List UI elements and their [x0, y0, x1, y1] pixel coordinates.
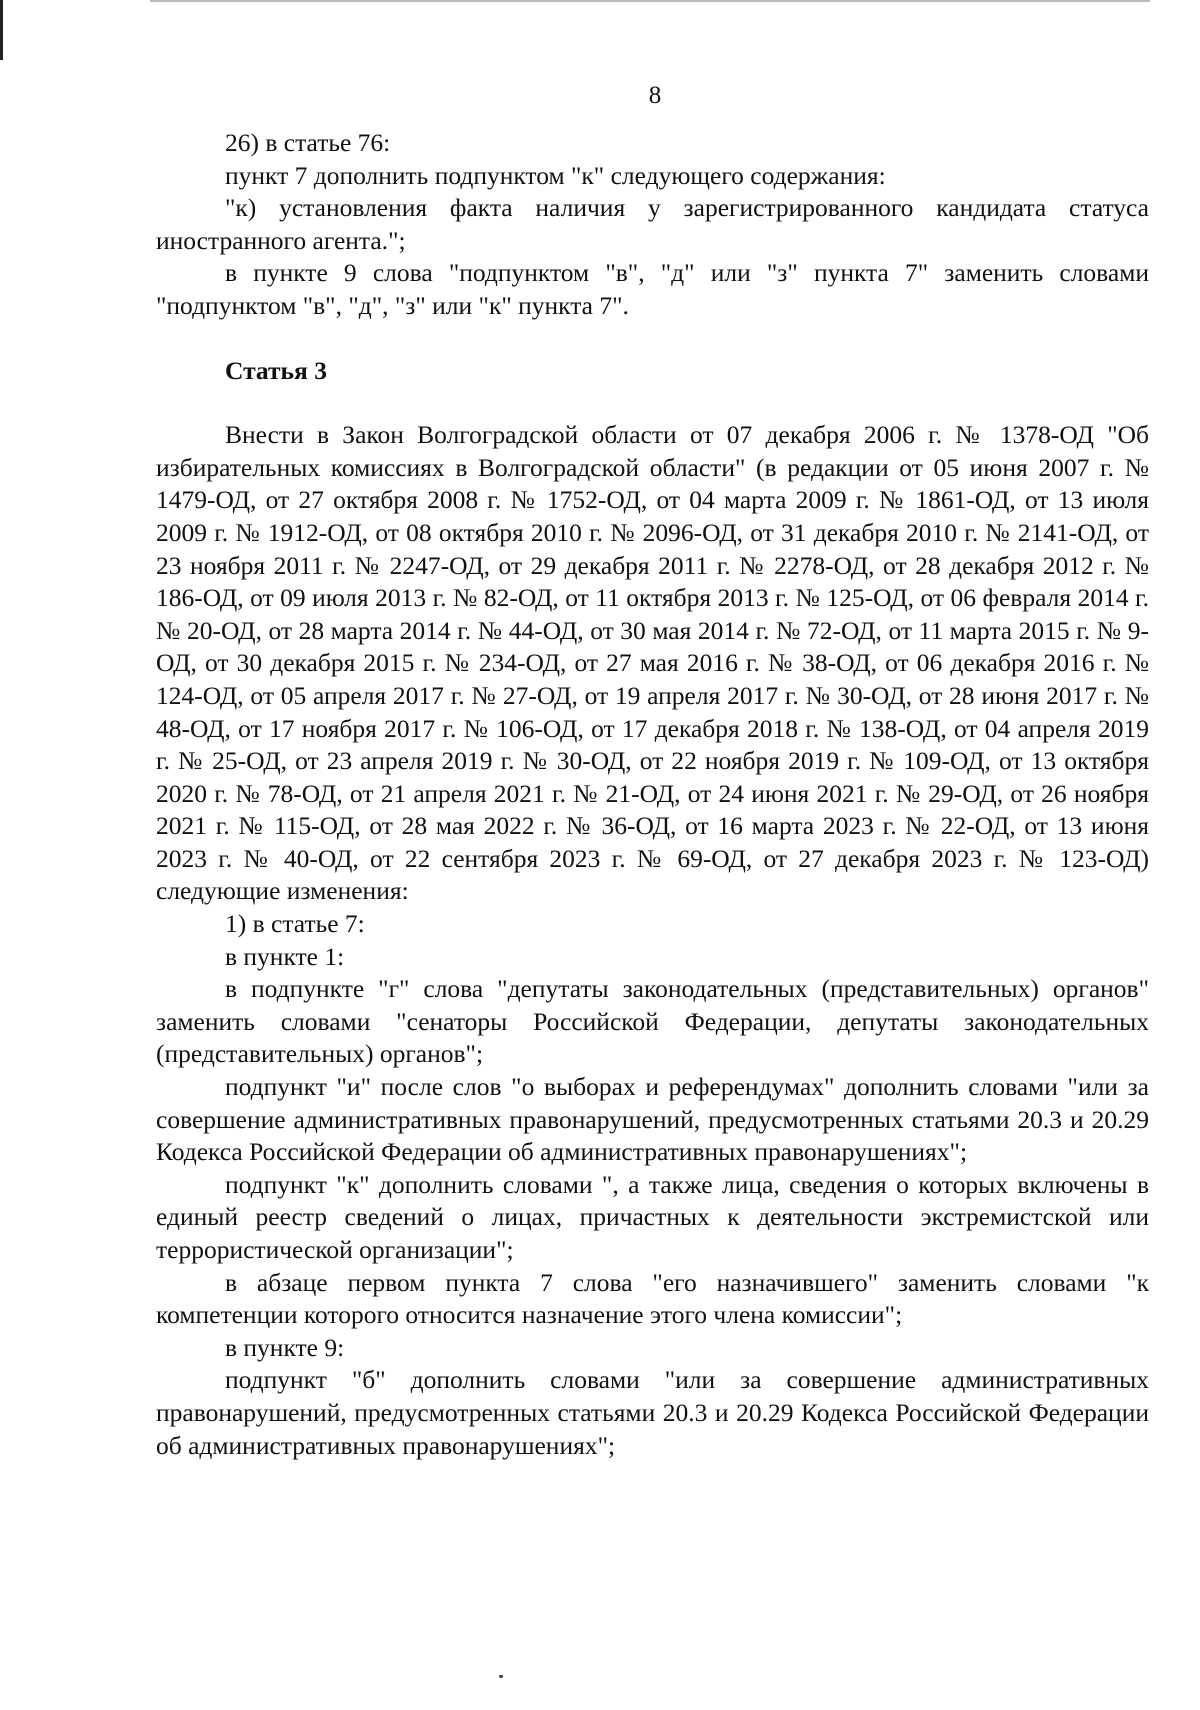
paragraph: Внести в Закон Волгоградской области от 07 декабря 2006 г. № 1378-ОД "Об избирательных комиссиях в Волгоградской области" (в редакции от 05 июня 2007 г. № 1479-ОД, от 27 октября 2008 г. № 1752-ОД, от 04 марта 2009 г. № 1861-ОД, от 13 июля 2009 г. № 1912-ОД, от 08 октября 2010 г. № 2096-ОД, от 31 декабря 2010 г. № 2141-ОД, от 23 ноября 2011 г. № 2247-ОД, от 29 декабря 2011 г. № 2278-ОД, от 28 декабря 2012 г. № 186-ОД, от 09 июля 2013 г. № 82-ОД, от 11 октября 2013 г. № 125-ОД, от 06 февраля 2014 г. № 20-ОД, от 28 марта 2014 г. № 44-ОД, от 30 мая 2014 г. № 72-ОД, от 11 марта 2015 г. № 9-ОД, от 30 декабря 2015 г. № 234-ОД, от 27 мая 2016 г. № 38-ОД, от 06 декабря 2016 г. № 124-ОД, от 05 апреля 2017 г. № 27-ОД, от 19 апреля 2017 г. № 30-ОД, от 28 июня 2017 г. № 48-ОД, от 17 ноября 2017 г. № 106-ОД, от 17 декабря 2018 г. № 138-ОД, от 04 апреля 2019 г. № 25-ОД, от 23 апреля 2019 г. № 30-ОД, от 22 ноября 2019 г. № 109-ОД, от 13 октября 2020 г. № 78-ОД, от 21 апреля 2021 г. № 21-ОД, от 24 июня 2021 г. № 29-ОД, от 26 ноября 2021 г. № 115-ОД, от 28 мая 2022 г. № 36-ОД, от 16 марта 2023 г. № 22-ОД, от 13 июня 2023 г. № 40-ОД, от 22 сентября 2023 г. № 69-ОД, от 27 декабря 2023 г. № 123-ОД) следующие изменения:: [156, 420, 1149, 906]
article-heading: Статья 3: [225, 355, 327, 385]
paragraph: в пункте 9 слова "подпунктом "в", "д" или "з" пункта 7" заменить словами "подпунктом "в", "д", "з" или "к" пункта 7".: [156, 258, 1149, 320]
document-body: [156, 127, 1149, 1462]
page-number: 8: [648, 82, 662, 109]
paragraph: 26) в статье 76:: [225, 128, 391, 157]
paragraph: в пункте 9:: [225, 1332, 345, 1362]
scan-speck: [499, 1675, 503, 1678]
paragraph: подпункт "к" дополнить словами ", а также лица, сведения о которых включены в единый реестр сведений о лицах, причастных к деятельности экстремистской или террористической организации";: [156, 1169, 1149, 1264]
paragraph: "к) установления факта наличия у зарегистрированного кандидата статуса иностранного агента.";: [156, 193, 1149, 255]
paragraph: в подпункте "г" слова "депутаты законодательных (представительных) органов" заменить словами "сенаторы Российской Федерации, депутаты законодательных (представительных) органов";: [156, 974, 1149, 1069]
scan-left-edge: [0, 0, 3, 60]
paragraph: 1) в статье 7:: [225, 909, 365, 939]
paragraph: подпункт "и" после слов "о выборах и референдумах" дополнить словами "или за совершение административных правонарушений, предусмотренных статьями 20.3 и 20.29 Кодекса Российской Федерации об административных правонарушениях";: [156, 1072, 1149, 1167]
paragraph: в абзаце первом пункта 7 слова "его назначившего" заменить словами "к компетенции которого относится назначение этого члена комиссии";: [156, 1267, 1149, 1330]
scan-top-edge: [150, 0, 1150, 2]
paragraph: пункт 7 дополнить подпунктом "к" следующего содержания:: [225, 160, 886, 190]
paragraph: подпункт "б" дополнить словами "или за совершение административных правонарушений, предусмотренных статьями 20.3 и 20.29 Кодекса Российской Федерации об административных правонарушениях";: [156, 1365, 1149, 1460]
paragraph: в пункте 1:: [225, 941, 345, 971]
